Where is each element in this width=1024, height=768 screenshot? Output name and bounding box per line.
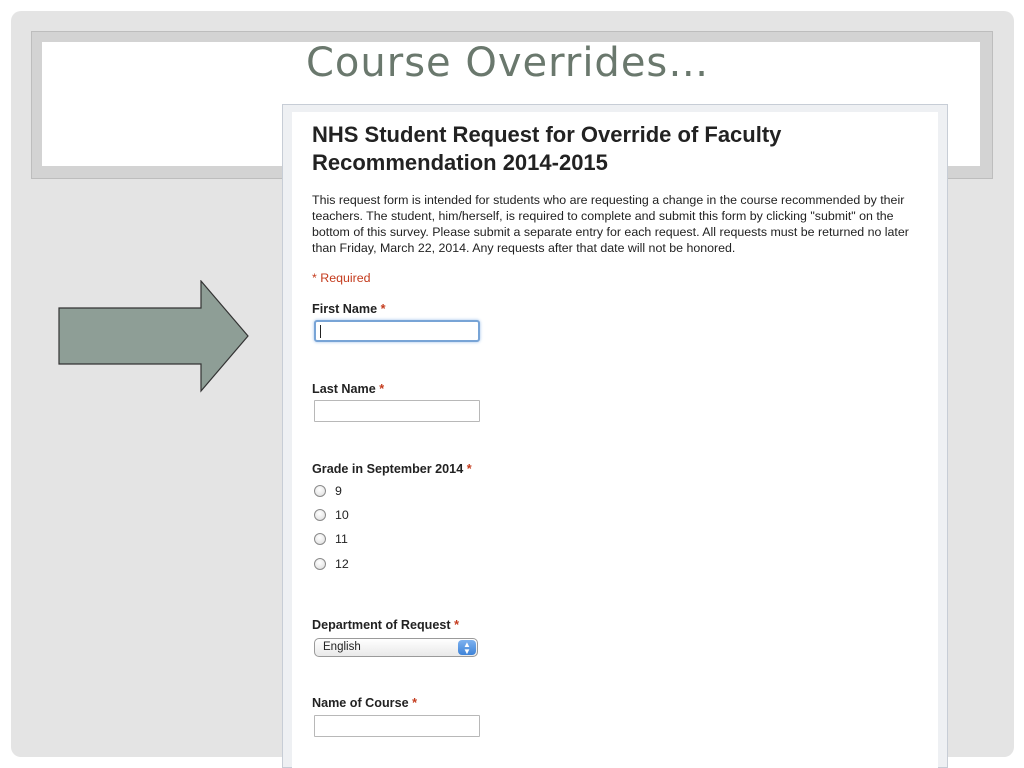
- form-title: NHS Student Request for Override of Faculty Recommendation 2014-2015: [312, 122, 782, 175]
- grade-option-label: 11: [335, 532, 348, 546]
- required-star: *: [454, 618, 459, 632]
- grade-option-11[interactable]: [314, 531, 348, 547]
- right-arrow-icon: [58, 280, 250, 394]
- up-down-arrows-icon: ▲ ▼: [458, 640, 476, 655]
- course-label-text: Name of Course: [312, 696, 409, 710]
- last-name-label-text: Last Name: [312, 382, 376, 396]
- department-select[interactable]: [314, 638, 478, 657]
- required-star: *: [379, 382, 385, 396]
- department-label: [312, 618, 459, 632]
- grade-option-9[interactable]: [314, 483, 342, 499]
- first-name-input[interactable]: [314, 320, 480, 342]
- course-label: [312, 696, 417, 710]
- radio-button[interactable]: [314, 533, 326, 545]
- grade-option-12[interactable]: [314, 556, 349, 572]
- grade-option-label: 10: [335, 508, 349, 522]
- department-selected-value: English: [323, 641, 361, 653]
- text-caret: [320, 325, 321, 338]
- department-label-text: Department of Request: [312, 618, 451, 632]
- first-name-label-text: First Name: [312, 302, 378, 316]
- grade-option-label: 9: [335, 484, 342, 498]
- required-note: * Required: [312, 271, 371, 285]
- radio-button[interactable]: [314, 509, 326, 521]
- grade-option-10[interactable]: [314, 507, 349, 523]
- course-name-input[interactable]: [314, 715, 480, 737]
- form-description: This request form is intended for students who are requesting a change in the course recommended by their teachers. The student, him/herself, is required to complete and submit this form by clicking "submit" on the bottom of this survey. Please submit a separate entry for each request. All requests must be returned no later than Friday, March 22, 2014. Any requests after that date will not be honored.: [312, 193, 909, 255]
- radio-button[interactable]: [314, 485, 326, 497]
- last-name-input[interactable]: [314, 400, 480, 422]
- last-name-label: [312, 382, 384, 396]
- override-form: [292, 112, 938, 768]
- grade-option-label: 12: [335, 557, 349, 571]
- grade-label-text: Grade in September 2014: [312, 462, 464, 476]
- required-star: *: [380, 302, 386, 316]
- radio-button[interactable]: [314, 558, 326, 570]
- first-name-label: [312, 302, 386, 316]
- grade-label: [312, 462, 472, 476]
- required-star: *: [412, 696, 417, 710]
- required-star: *: [466, 462, 472, 476]
- slide-title: Course Overrides…: [306, 40, 710, 86]
